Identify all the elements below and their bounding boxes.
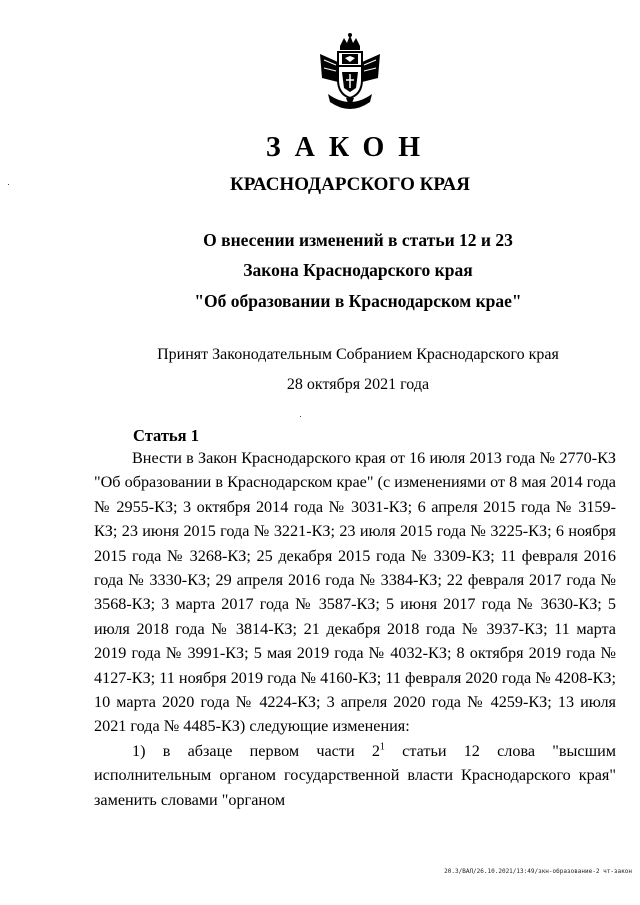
superscript: 1 — [379, 741, 385, 753]
paragraph-item-1 — [94, 739, 616, 812]
paragraph-amendments-list: Внести в Закон Краснодарского края от 16 июля 2013 года № 2770-КЗ "Об образовании в Краснодарском крае" (с изменениями от 8 мая 2014 года № 2955-КЗ; 3 октября 2014 года № 3031-КЗ; 6 апреля 2015 года № 3159-КЗ; 23 июня 2015 года № 3221-КЗ; 23 июля 2015 года № 3225-КЗ; 6 ноября 2015 года № 3268-КЗ; 25 декабря 2015 года № 3309-КЗ; 11 февраля 2016 года № 3330-КЗ; 29 апреля 2016 года № 3384-КЗ; 22 февраля 2017 года № 3568-КЗ; 3 марта 2017 года № 3587-КЗ; 5 июня 2017 года № 3630-КЗ; 5 июля 2018 года № 3814-КЗ; 21 декабря 2018 года № 3937-КЗ; 11 марта 2019 года № 3991-КЗ; 5 мая 2019 года № 4032-КЗ; 8 октября 2019 года № 4127-КЗ; 11 ноября 2019 года № 4160-КЗ; 11 февраля 2020 года № 4208-КЗ; 10 марта 2020 года № 4224-КЗ; 3 апреля 2020 года № 4259-КЗ; 13 июля 2021 года № 4485-КЗ) следующие изменения: — [94, 449, 616, 736]
heading-line-2: Закона Краснодарского края — [243, 260, 473, 280]
article-title: Статья 1 — [133, 426, 199, 445]
scan-speck — [8, 184, 9, 185]
adoption-date: 28 октября 2021 года — [286, 376, 430, 393]
scan-speck — [300, 416, 301, 417]
paragraph-item-1-end: статьи 12 слова "высшим исполнительным органом государственной власти Краснодарского края" заменить словами "органом — [94, 741, 616, 809]
paragraph-item-1-start: 1) в абзаце первом части 2 — [132, 741, 380, 760]
adoption-note: Принят Законодательным Собранием Краснодарского края — [157, 346, 559, 363]
heading-line-1: О внесении изменений в статьи 12 и 23 — [203, 230, 513, 250]
article-body — [94, 446, 616, 812]
document-subtitle: КРАСНОДАРСКОГО КРАЯ — [229, 174, 471, 195]
heading-line-3: "Об образовании в Краснодарском крае" — [194, 291, 522, 311]
footer-doc-code: 20.3/ВАЛ/26.10.2021/13:49/зкн-образование-2 чт-закон — [444, 868, 632, 875]
document-title: ЗАКОН — [265, 132, 435, 163]
coat-of-arms-icon — [316, 32, 384, 112]
